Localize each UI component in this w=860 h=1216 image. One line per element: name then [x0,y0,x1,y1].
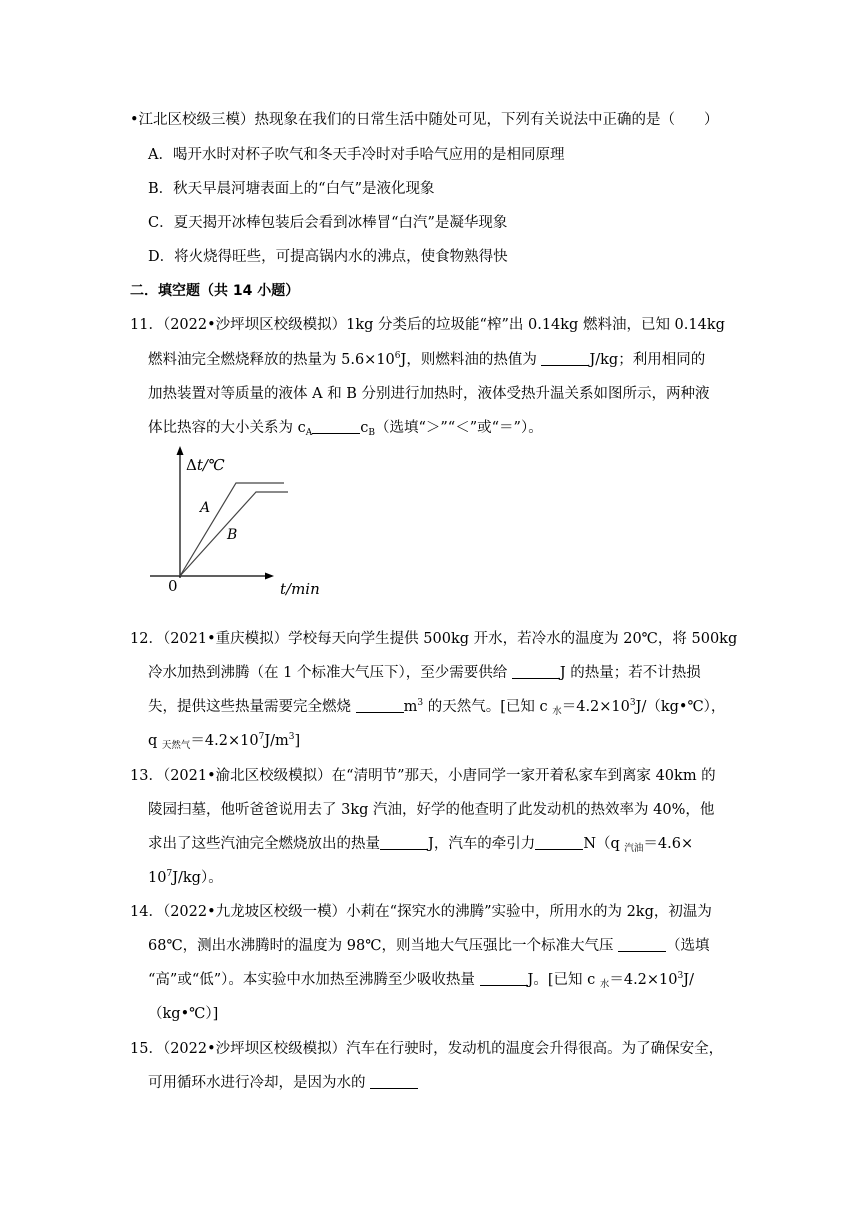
y-axis-arrow [177,446,184,455]
answer-blank[interactable] [618,937,666,952]
question-13-line-1: 13．（2021•渝北区校级模拟）在“清明节”那天，小唐同学一家开着私家车到离家 40km 的 [130,768,716,784]
temperature-time-graph [140,440,340,600]
section-title-fill-in: 二．填空题（共 14 小题） [130,283,300,299]
answer-blank[interactable] [541,351,589,366]
answer-blank[interactable] [312,419,360,434]
question-11-line-1: 11．（2022•沙坪坝区校级模拟）1kg 分类后的垃圾能“榨”出 0.14kg 燃料油，已知 0.14kg [130,317,725,333]
line-b-label: B [227,527,238,543]
answer-blank[interactable] [380,835,428,850]
origin-label: 0 [168,577,178,595]
q10-option-a: A．喝开水时对杯子吹气和冬天手冷时对手哈气应用的是相同原理 [148,147,565,163]
answer-blank[interactable] [370,1074,418,1089]
question-13-line-2: 陵园扫墓，他听爸爸说用去了 3kg 汽油，好学的他查明了此发动机的热效率为 40%，他 [148,802,715,818]
question-15-line-1: 15．（2022•沙坪坝区校级模拟）汽车在行驶时，发动机的温度会升得很高。为了确保安全， [130,1041,724,1057]
question-13-line-3: 求出了这些汽油完全燃烧放出的热量 J，汽车的牵引力 N（q $_{汽油}$＝4.6× [148,836,694,854]
x-axis-label: t/min [280,580,320,598]
q10-option-d: D．将火烧得旺些，可提高锅内水的沸点，使食物熟得快 [148,249,508,265]
q10-option-c: C．夏天揭开冰棒包装后会看到冰棒冒“白汽”是凝华现象 [148,215,508,231]
q10-option-b: B．秋天早晨河塘表面上的“白气”是液化现象 [148,181,435,197]
question-11-line-2: 燃料油完全燃烧释放的热量为 $5.6\times 10^6J$，则燃料油的热值为 J/kg；利用相同的 [148,351,706,368]
x-axis-arrow [265,573,274,580]
line-a-label: A [200,500,211,516]
answer-blank[interactable] [535,835,583,850]
answer-blank[interactable] [512,664,560,679]
question-14-line-4: （kg•℃）] [148,1006,219,1022]
question-14-line-3: “高”或“低”）。本实验中水加热至沸腾至少吸收热量 J。[已知 c $_水=4.2\times 10^3J/$ [148,971,694,990]
question-12-line-2: 冷水加热到沸腾（在 1 个标准大气压下），至少需要供给 J 的热量；若不计热损 [148,665,701,681]
question-10-stem: •江北区校级三模）热现象在我们的日常生活中随处可见，下列有关说法中正确的是（ ） [130,112,719,128]
question-13-line-4: $10^7J/kg$）。 [148,869,223,886]
answer-blank[interactable] [480,971,528,986]
question-11-line-4: 体比热容的大小关系为 $c_A$ $c_B$（选填“＞”“＜”或“＝”）。 [148,420,543,438]
question-11-line-3: 加热装置对等质量的液体 A 和 B 分别进行加热时，液体受热升温关系如图所示，两种液 [148,386,710,402]
question-12-line-1: 12．（2021•重庆模拟）学校每天向学生提供 500kg 开水，若冷水的温度为 20℃，将 500kg [130,631,738,647]
question-14-line-1: 14．（2022•九龙坡区校级一模）小莉在“探究水的沸腾”实验中，所用水的为 2kg，初温为 [130,904,712,920]
question-12-line-3: 失，提供这些热量需要完全燃烧 $m^3$ 的天然气。[已知 c $_水=4.2\times 10^3J/(kg•℃)$， [148,698,726,717]
y-axis-label: Δt/℃ [186,456,225,474]
question-14-line-2: 68℃，测出水沸腾时的温度为 98℃，则当地大气压强比一个标准大气压 （选填 [148,938,710,954]
answer-blank[interactable] [356,698,404,713]
question-15-line-2: 可用循环水进行冷却，是因为水的 [148,1073,418,1093]
question-12-line-4: q $_{天然气}=4.2\times 10^7J/m^3$] [148,732,301,751]
